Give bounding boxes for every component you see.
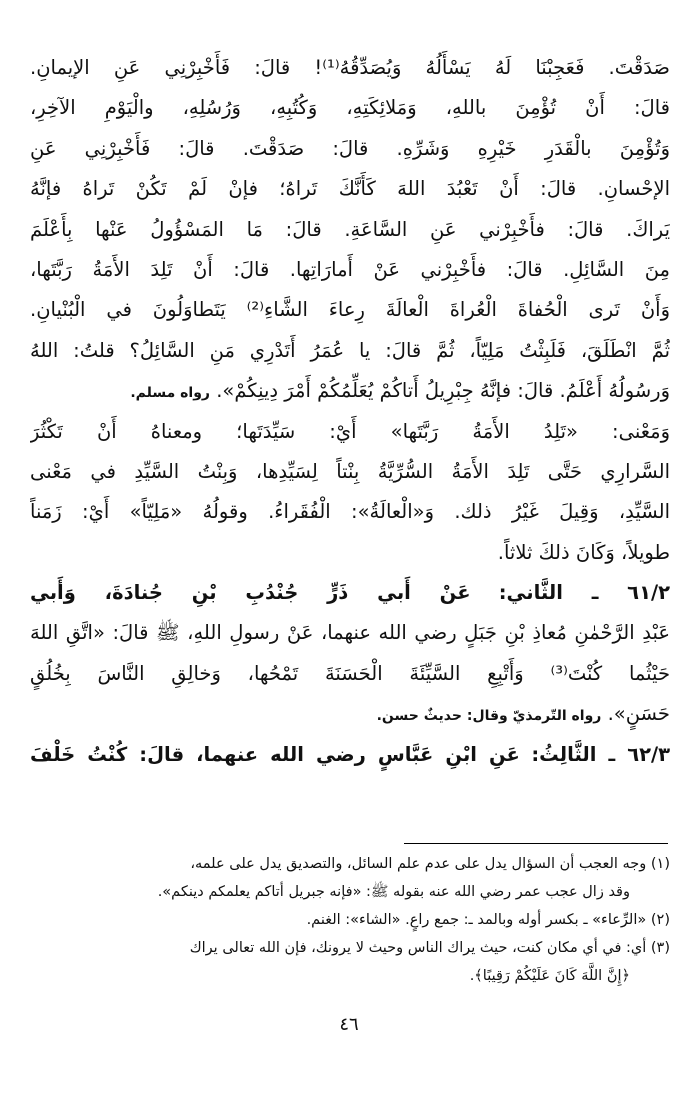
text-line: حَيْثُما كُنْتَ⁽³⁾ وَأَتْبِعِ السَّيِّئَةَ الْحَسَنَةَ تَمْحُها، وَخالِقِ النَّاسَ بِخُلُقٍ bbox=[30, 661, 670, 685]
main-text bbox=[30, 48, 670, 775]
footnotes bbox=[30, 850, 670, 990]
text-line: مِنَ السَّائِلِ. قالَ: فأَخْبِرْني عَنْ أَمارَاتِها. قالَ: أَنْ تَلِدَ الأَمَةُ رَبَّتَها، bbox=[30, 257, 670, 281]
source-muslim: رواه مسلم. bbox=[130, 385, 210, 402]
text-line: يَراكَ. قالَ: فأَخْبِرْني عَنِ السَّاعَةِ. قالَ: مَا المَسْؤُولُ عَنْها بِأَعْلَمَ bbox=[30, 217, 670, 241]
source-tirmidhi: رواه التّرمذيّ وقال: حديثٌ حسن. bbox=[376, 708, 602, 725]
line-text: عَنِ ابْنِ عَبَّاسٍ رضي الله عنهما، قالَ: كُنْتُ خَلْفَ bbox=[30, 742, 520, 766]
text-line bbox=[30, 371, 670, 411]
footnote-line: (٢) «الرِّعاء» ـ بكسر أوله وبالمد ـ: جمع راعٍ. «الشاء»: الغنم. bbox=[306, 912, 670, 928]
footnote-line: (٣) أي: في أي مكان كنت، حيث يراك الناس وحيث لا يرونك، فإن الله تعالى يراك bbox=[189, 940, 670, 956]
footnote-line: وقد زال عجب عمر رضي الله عنه بقوله ﷺ: «فإنه جبريل أتاكم يعلمكم دينكم». bbox=[157, 884, 630, 900]
text-line: السَّرارِي حَتَّى تَلِدَ الأَمَةُ السُّرِّيَّةُ بِنْتاً لِسَيِّدِها، وَبِنْتُ السَّيِّدِ في مَعْنى bbox=[30, 459, 670, 483]
text-line: السَّيِّدِ، وَقِيلَ غَيْرُ ذلك. وَ«الْعالَةُ»: الْفُقَراءُ. وقولُهُ «مَلِيّاً» أَيْ: زَمَناً bbox=[30, 500, 670, 524]
page-number: ٤٦ bbox=[339, 1014, 359, 1035]
line-text: حَسَنٍ». bbox=[607, 702, 670, 726]
text-line: طويلاً، وَكَانَ ذلكَ ثلاثاً. bbox=[497, 540, 670, 564]
text-line: عَبْدِ الرَّحْمٰنِ مُعاذِ بْنِ جَبَلٍ رضي الله عنهما، عَنْ رسولِ اللهِ، ﷺ قالَ: «اتَّقِ اللهَ bbox=[30, 621, 670, 645]
text-line: وَتُؤْمِنَ بالْقَدَرِ خَيْرِهِ وَشَرِّهِ. قالَ: صَدَقْتَ. قالَ: فَأَخْبِرْنِي عَنِ bbox=[30, 136, 670, 160]
text-line: الإحْسانِ. قالَ: أَنْ تَعْبُدَ اللهَ كَأَنَّكَ تَراهُ؛ فإنْ لَمْ تَكُنْ تَراهُ فإنَّهُ bbox=[30, 177, 670, 201]
text-line bbox=[30, 694, 670, 734]
text-line: ثُمَّ انْطَلَقَ، فَلَبِثْتُ مَلِيّاً، ثُمَّ قالَ: يا عُمَرُ أَتَدْرِي مَنِ السَّائِلُ؟ قلتُ: اللهُ bbox=[30, 338, 670, 362]
line-text: وَرسُولُهُ أَعْلَمُ. قالَ: فإنَّهُ جِبْرِيلُ أَتاكُمْ يُعَلِّمُكُمْ أَمْرَ دِينِكُمْ». bbox=[216, 379, 670, 403]
footnote-divider bbox=[404, 843, 668, 844]
line-text: عَنْ أَبي ذَرٍّ جُنْدُبِ بْنِ جُنادَةَ، وَأَبي bbox=[30, 581, 471, 605]
text-line: وَأَنْ تَرى الْحُفاةَ الْعُراةَ الْعالَةَ رِعاءَ الشَّاءِ⁽²⁾ يَتَطاوَلُونَ في الْبُنْيانِ. bbox=[30, 298, 670, 322]
hadith-61-label: ٦١/٢ ـ الثَّاني: bbox=[498, 581, 670, 605]
text-line: قالَ: أَنْ تُؤْمِنَ باللهِ، وَمَلائِكَتِهِ، وَكُتُبِهِ، وَرُسُلِهِ، والْيَوْمِ الآخِرِ، bbox=[30, 96, 670, 120]
text-line: صَدَقْتَ. فَعَجِبْنَا لَهُ يَسْأَلُهُ وَيُصَدِّقُهُ⁽¹⁾! قالَ: فَأَخْبِرْنِي عَنِ الإيمانِ. bbox=[30, 56, 670, 79]
footnote-line: ﴿إِنَّ اللَّهَ كَانَ عَلَيْكُمْ رَقِيبًا﴾. bbox=[469, 968, 630, 984]
text-line: وَمَعْنى: «تَلِدُ الأَمَةُ رَبَّتَها» أَيْ: سَيِّدَتَها؛ ومعناهُ أَنْ تَكْثُرَ bbox=[30, 419, 670, 443]
hadith-62-label: ٦٢/٣ ـ الثَّالِثُ: bbox=[531, 742, 670, 766]
text-line bbox=[30, 735, 670, 775]
text-line bbox=[30, 573, 670, 613]
footnote-line: (١) وجه العجب أن السؤال يدل على عدم علم السائل، والتصديق يدل على علمه، bbox=[190, 856, 670, 872]
